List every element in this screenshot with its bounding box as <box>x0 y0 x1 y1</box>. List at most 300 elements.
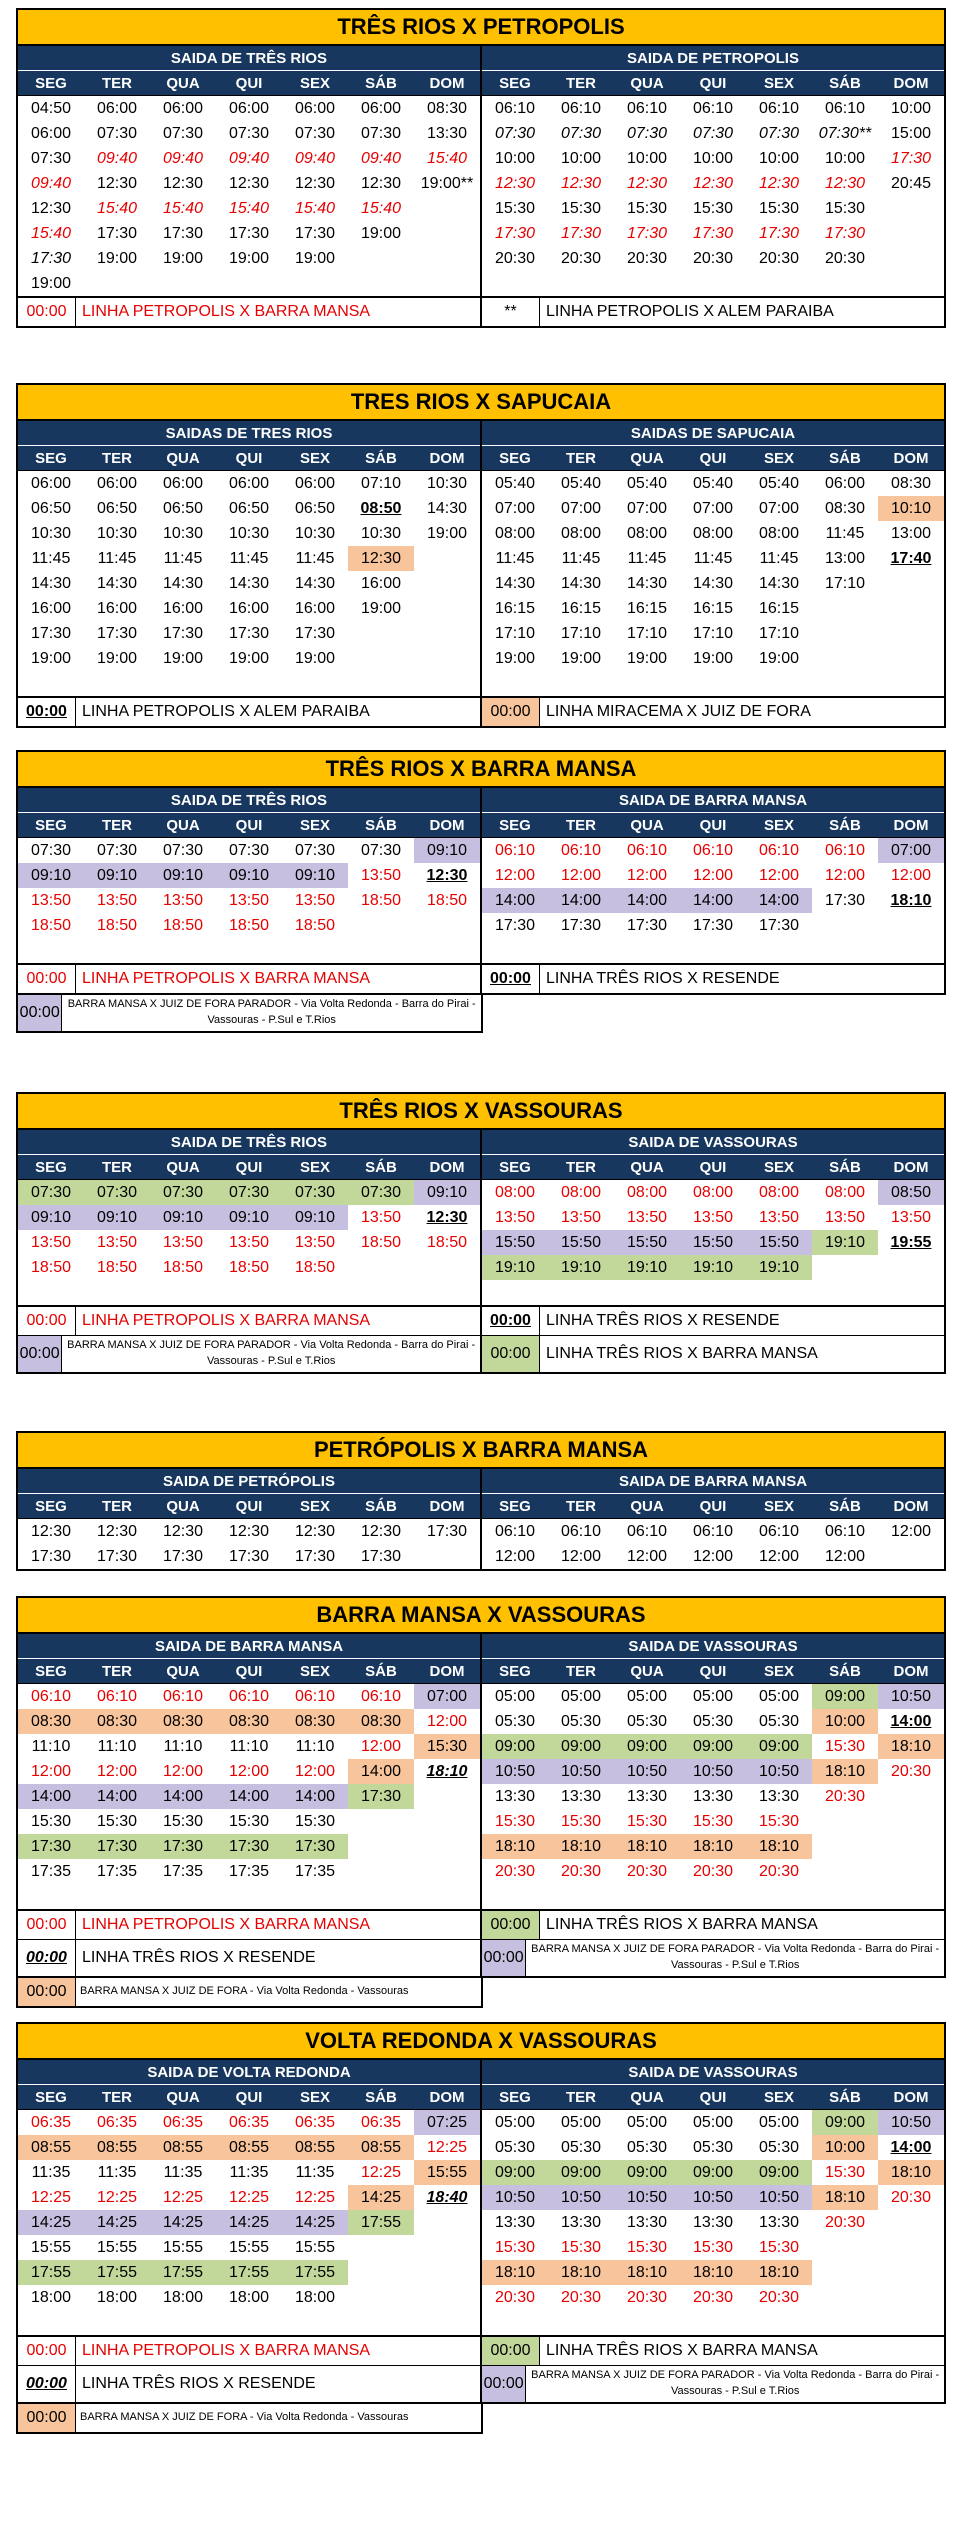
time-row <box>482 938 944 963</box>
time-cell: 07:30 <box>18 1180 84 1205</box>
time-cell: 17:30 <box>282 1834 348 1859</box>
time-cell <box>812 1859 878 1884</box>
time-cell: 12:25 <box>360 2163 402 2181</box>
time-cell: 15:40 <box>228 199 270 217</box>
time-cell: 05:30 <box>494 2138 536 2156</box>
time-row <box>482 863 944 888</box>
time-grid <box>482 838 944 963</box>
legend-item <box>18 298 480 326</box>
time-cell: 19:00 <box>96 649 138 667</box>
time-row <box>18 838 480 863</box>
time-cell: 08:00 <box>494 1183 536 1201</box>
time-cell: 16:00 <box>30 599 72 617</box>
time-cell: 20:30 <box>758 2288 800 2306</box>
time-cell: 14:25 <box>282 2210 348 2235</box>
time-cell: 09:10 <box>18 1205 84 1230</box>
time-cell: 05:40 <box>758 474 800 492</box>
time-cell <box>18 2310 84 2335</box>
time-cell: 16:00 <box>294 599 336 617</box>
time-cell <box>216 1280 282 1305</box>
time-cell <box>878 671 944 696</box>
table-title: TRÊS RIOS X PETROPOLIS <box>18 10 944 46</box>
right-section <box>480 46 944 296</box>
time-cell <box>614 671 680 696</box>
legend-code: 00:00 <box>482 965 540 993</box>
time-cell: 09:40 <box>162 149 204 167</box>
time-cell <box>348 1884 414 1909</box>
time-cell: 13:50 <box>758 1208 800 1226</box>
day-header: DOM <box>893 1662 929 1680</box>
day-header: SEG <box>35 74 67 92</box>
time-cell: 06:10 <box>692 1522 734 1540</box>
time-cell: 05:00 <box>626 2113 668 2131</box>
time-cell: 19:00 <box>560 649 602 667</box>
time-cell: 15:50 <box>614 1230 680 1255</box>
time-cell: 11:45 <box>97 549 137 567</box>
time-cell: 07:00 <box>878 838 944 863</box>
time-cell: 13:50 <box>228 1233 270 1251</box>
time-cell: 10:50 <box>680 1759 746 1784</box>
time-cell: 12:00 <box>692 866 734 884</box>
day-header: SÁB <box>365 449 397 467</box>
time-row <box>18 121 480 146</box>
time-cell: 06:00 <box>96 99 138 117</box>
time-row <box>18 496 480 521</box>
day-header: TER <box>566 449 596 467</box>
time-cell: 13:30 <box>560 1787 602 1805</box>
right-section <box>480 788 944 963</box>
time-cell: 20:30 <box>494 2288 536 2306</box>
time-cell: 12:30 <box>96 1522 138 1540</box>
time-cell: 06:10 <box>758 99 800 117</box>
time-cell: 18:10 <box>482 1834 548 1859</box>
time-cell: 14:00 <box>18 1784 84 1809</box>
time-cell: 15:30 <box>494 1812 536 1830</box>
time-cell: 12:30 <box>348 546 414 571</box>
time-cell: 13:50 <box>162 1233 204 1251</box>
time-cell: 06:10 <box>162 1687 204 1705</box>
time-cell <box>878 1255 944 1280</box>
time-cell: 12:00 <box>890 1522 932 1540</box>
time-cell: 05:40 <box>692 474 734 492</box>
day-header-row <box>18 2085 480 2110</box>
time-row <box>18 913 480 938</box>
time-cell: 08:00 <box>560 1183 602 1201</box>
time-cell: 07:30 <box>360 124 402 142</box>
time-cell: 18:10 <box>614 2260 680 2285</box>
time-cell <box>348 1834 414 1859</box>
time-cell <box>878 246 944 271</box>
time-cell: 15:30 <box>758 2238 800 2256</box>
time-cell: 17:30 <box>824 224 866 242</box>
legend-code: 00:00 <box>18 298 76 326</box>
time-cell: 18:50 <box>360 891 402 909</box>
time-cell: 09:00 <box>482 2160 548 2185</box>
time-cell: 10:00 <box>626 149 668 167</box>
time-cell: 12:00 <box>692 1547 734 1565</box>
time-cell <box>348 1280 414 1305</box>
time-row <box>18 146 480 171</box>
time-cell <box>878 646 944 671</box>
time-cell <box>746 2310 812 2335</box>
time-cell: 10:50 <box>614 2185 680 2210</box>
time-cell: 08:55 <box>150 2135 216 2160</box>
time-cell: 06:10 <box>494 841 536 859</box>
time-cell: 14:00 <box>150 1784 216 1809</box>
time-cell: 09:00 <box>680 1734 746 1759</box>
time-cell: 06:35 <box>360 2113 402 2131</box>
time-row <box>482 1684 944 1709</box>
day-header-row <box>18 813 480 838</box>
time-cell: 12:30 <box>426 866 468 884</box>
day-header: QUA <box>166 449 200 467</box>
day-header-row <box>482 1494 944 1519</box>
time-cell: 19:00 <box>294 249 336 267</box>
time-cell: 05:30 <box>626 1712 668 1730</box>
time-row <box>482 2160 944 2185</box>
legend-row <box>18 1909 944 1939</box>
legend-text: LINHA PETROPOLIS X BARRA MANSA <box>82 970 371 987</box>
time-row <box>18 1230 480 1255</box>
time-cell: 08:50 <box>360 499 402 517</box>
time-cell: 20:30 <box>824 2213 866 2231</box>
time-cell: 18:10 <box>890 891 932 909</box>
time-cell: 08:55 <box>216 2135 282 2160</box>
time-cell: 14:30 <box>228 574 270 592</box>
day-header: SÁB <box>829 2088 861 2106</box>
time-cell <box>84 271 150 296</box>
time-row <box>18 1734 480 1759</box>
time-cell <box>878 1809 944 1834</box>
time-cell: 18:10 <box>878 2160 944 2185</box>
section-header: SAIDA DE BARRA MANSA <box>482 788 944 813</box>
time-cell: 07:30 <box>30 149 72 167</box>
time-cell: 13:50 <box>96 1233 138 1251</box>
time-cell: 06:10 <box>30 1687 72 1705</box>
time-cell: 15:55 <box>162 2238 204 2256</box>
time-row <box>482 1180 944 1205</box>
time-cell: 14:30 <box>162 574 204 592</box>
legend-item <box>480 1336 944 1372</box>
time-cell: 18:50 <box>162 1258 204 1276</box>
time-cell <box>414 546 480 571</box>
time-cell: 17:30 <box>294 624 336 642</box>
time-cell: 17:30 <box>30 1547 72 1565</box>
time-cell: 14:25 <box>348 2185 414 2210</box>
section-header: SAIDA DE VOLTA REDONDA <box>18 2060 480 2085</box>
time-cell: 09:10 <box>282 863 348 888</box>
time-cell: 17:30 <box>758 916 800 934</box>
time-cell <box>878 2260 944 2285</box>
time-cell: 20:30 <box>758 249 800 267</box>
time-cell: 06:00 <box>30 474 72 492</box>
legend-item <box>480 698 944 726</box>
time-cell: 06:10 <box>824 841 866 859</box>
time-cell: 13:50 <box>824 1208 866 1226</box>
time-cell: 14:30 <box>30 574 72 592</box>
day-header: QUI <box>235 1662 263 1680</box>
time-cell: 05:30 <box>494 1712 536 1730</box>
time-row <box>18 1884 480 1909</box>
time-cell <box>482 1884 548 1909</box>
table-title: PETRÓPOLIS X BARRA MANSA <box>18 1433 944 1469</box>
time-cell: 17:35 <box>30 1862 72 1880</box>
time-cell <box>680 938 746 963</box>
time-cell: 18:50 <box>96 1258 138 1276</box>
time-cell: 10:50 <box>548 2185 614 2210</box>
time-cell <box>414 1859 480 1884</box>
time-cell: 11:45 <box>229 549 269 567</box>
time-cell: 15:30 <box>494 2238 536 2256</box>
time-cell: 20:30 <box>824 1787 866 1805</box>
time-cell: 12:00 <box>626 866 668 884</box>
legend-text: LINHA PETROPOLIS X BARRA MANSA <box>82 2342 371 2359</box>
time-cell <box>812 1834 878 1859</box>
time-cell: 15:30 <box>758 199 800 217</box>
time-cell: 17:30 <box>96 224 138 242</box>
legend-code: 00:00 <box>18 1978 76 2006</box>
time-cell: 17:55 <box>18 2260 84 2285</box>
time-cell: 07:00 <box>494 499 536 517</box>
time-row <box>482 596 944 621</box>
day-header: SEX <box>299 816 330 834</box>
time-cell: 06:00 <box>162 474 204 492</box>
day-header: QUA <box>630 1497 664 1515</box>
section-header: SAIDA DE PETROPOLIS <box>482 46 944 71</box>
time-cell <box>18 1280 84 1305</box>
time-cell <box>348 271 414 296</box>
time-cell: 17:30 <box>228 624 270 642</box>
time-cell: 07:30 <box>228 841 270 859</box>
time-cell: 11:35 <box>31 2163 71 2181</box>
time-cell: 13:30 <box>426 124 468 142</box>
legend-text: BARRA MANSA X JUIZ DE FORA - Via Volta Redonda - Vassouras <box>80 1985 409 1998</box>
legend-code: 00:00 <box>18 1911 76 1939</box>
time-cell <box>414 2210 480 2235</box>
time-cell: 06:10 <box>560 99 602 117</box>
time-cell: 13:50 <box>30 1233 72 1251</box>
table-title: BARRA MANSA X VASSOURAS <box>18 1598 944 1634</box>
legend-code: 00:00 <box>482 698 540 726</box>
section-header: SAIDA DE BARRA MANSA <box>18 1634 480 1659</box>
time-row <box>482 171 944 196</box>
day-header: SÁB <box>365 1158 397 1176</box>
time-cell: 09:00 <box>746 1734 812 1759</box>
time-cell: 09:10 <box>150 1205 216 1230</box>
time-cell: 07:30 <box>162 124 204 142</box>
time-cell: 12:30 <box>560 174 602 192</box>
day-header: SEX <box>763 1158 794 1176</box>
schedule-halves <box>18 421 944 696</box>
time-row <box>482 121 944 146</box>
time-cell: 11:35 <box>229 2163 269 2181</box>
day-header: QUA <box>166 1158 200 1176</box>
time-cell: 14:00 <box>348 1759 414 1784</box>
time-cell: 06:10 <box>228 1687 270 1705</box>
time-cell: 09:10 <box>414 838 480 863</box>
time-cell <box>414 646 480 671</box>
time-cell: 20:30 <box>560 1862 602 1880</box>
time-cell: 17:55 <box>348 2210 414 2235</box>
time-cell: 19:00 <box>162 649 204 667</box>
time-cell: 05:00 <box>494 1687 536 1705</box>
time-cell: 07:30 <box>162 841 204 859</box>
time-cell <box>878 221 944 246</box>
section-header: SAIDA DE TRÊS RIOS <box>18 46 480 71</box>
time-cell: 09:10 <box>84 1205 150 1230</box>
time-cell: 12:25 <box>30 2188 72 2206</box>
time-cell: 13:50 <box>626 1208 668 1226</box>
time-row <box>18 2185 480 2210</box>
time-cell: 08:00 <box>560 524 602 542</box>
time-cell <box>414 2260 480 2285</box>
time-cell: 12:30 <box>294 1522 336 1540</box>
day-header: QUI <box>699 1662 727 1680</box>
time-cell: 12:30 <box>758 174 800 192</box>
legend-code: 00:00 <box>482 1940 526 1976</box>
time-cell: 07:30 <box>96 124 138 142</box>
time-cell: 18:50 <box>228 916 270 934</box>
time-cell: 05:40 <box>626 474 668 492</box>
time-cell <box>84 1884 150 1909</box>
time-cell: 13:50 <box>360 1208 402 1226</box>
time-cell <box>414 2310 480 2335</box>
time-cell <box>348 621 414 646</box>
time-cell: 17:30 <box>96 1547 138 1565</box>
time-cell <box>680 1280 746 1305</box>
time-cell: 06:10 <box>560 841 602 859</box>
time-cell: 06:00 <box>228 99 270 117</box>
legend-item <box>18 1911 480 1939</box>
time-cell <box>216 671 282 696</box>
time-cell: 08:30 <box>150 1709 216 1734</box>
time-cell: 06:10 <box>626 841 668 859</box>
time-cell: 17:30 <box>162 624 204 642</box>
time-cell: 14:30 <box>426 499 468 517</box>
day-header: QUA <box>630 2088 664 2106</box>
day-header: SEX <box>299 1497 330 1515</box>
day-header: DOM <box>893 1158 929 1176</box>
time-cell: 19:10 <box>746 1255 812 1280</box>
time-cell: 12:00 <box>426 1712 468 1730</box>
time-cell: 13:30 <box>626 2213 668 2231</box>
time-grid <box>482 471 944 696</box>
time-cell: 17:40 <box>890 549 932 567</box>
time-cell: 16:15 <box>692 599 734 617</box>
time-cell: 17:30 <box>30 249 72 267</box>
time-cell: 06:35 <box>30 2113 72 2131</box>
time-cell <box>414 1255 480 1280</box>
time-cell: 08:30 <box>348 1709 414 1734</box>
time-row <box>18 246 480 271</box>
left-section <box>18 1130 480 1305</box>
time-cell: 12:30 <box>360 1522 402 1540</box>
time-cell: 18:10 <box>878 1734 944 1759</box>
time-cell: 13:50 <box>96 891 138 909</box>
time-cell: 18:10 <box>426 1762 468 1780</box>
time-cell: 13:00 <box>890 524 932 542</box>
time-cell: 10:30 <box>30 524 72 542</box>
time-cell <box>812 1280 878 1305</box>
time-cell: 14:25 <box>18 2210 84 2235</box>
time-cell: 09:40 <box>294 149 336 167</box>
time-cell: 15:30 <box>228 1812 270 1830</box>
time-cell: 13:30 <box>494 1787 536 1805</box>
time-cell: 10:00 <box>758 149 800 167</box>
legend-item <box>480 2337 944 2365</box>
section-header: SAIDA DE PETRÓPOLIS <box>18 1469 480 1494</box>
time-cell: 13:00 <box>824 549 866 567</box>
time-cell: 11:10 <box>31 1737 71 1755</box>
time-cell: 17:35 <box>294 1862 336 1880</box>
time-cell: 07:30 <box>294 124 336 142</box>
legend-item <box>480 298 944 326</box>
time-cell: 07:30 <box>228 124 270 142</box>
day-header: QUI <box>699 74 727 92</box>
time-cell: 13:50 <box>560 1208 602 1226</box>
time-cell: 19:00 <box>426 524 468 542</box>
section-header: SAIDA DE VASSOURAS <box>482 1130 944 1155</box>
time-cell: 11:45 <box>495 549 535 567</box>
time-row <box>18 596 480 621</box>
time-cell <box>878 1280 944 1305</box>
legend-code: ** <box>482 298 540 326</box>
time-cell: 17:30 <box>162 1547 204 1565</box>
time-cell: 15:00 <box>890 124 932 142</box>
day-header: DOM <box>429 74 465 92</box>
time-cell: 15:40 <box>294 199 336 217</box>
day-header: SEG <box>35 1497 67 1515</box>
time-cell <box>414 596 480 621</box>
schedule-table-volta-redonda-vassouras <box>16 2022 946 2404</box>
day-header: QUI <box>235 1158 263 1176</box>
section-header: SAIDA DE VASSOURAS <box>482 1634 944 1659</box>
time-cell: 19:00 <box>360 224 402 242</box>
time-cell: 12:00 <box>758 1547 800 1565</box>
time-row <box>482 2210 944 2235</box>
time-cell <box>812 2310 878 2335</box>
time-cell: 19:00 <box>228 649 270 667</box>
day-header: SEG <box>35 1662 67 1680</box>
time-cell: 07:30 <box>560 124 602 142</box>
time-cell: 13:30 <box>758 2213 800 2231</box>
time-cell <box>216 938 282 963</box>
time-row <box>18 2210 480 2235</box>
day-header: SÁB <box>829 816 861 834</box>
time-cell: 11:35 <box>97 2163 137 2181</box>
time-cell: 19:00 <box>360 599 402 617</box>
time-cell: 08:00 <box>758 1183 800 1201</box>
day-header: QUA <box>630 1662 664 1680</box>
time-row <box>482 196 944 221</box>
time-cell <box>878 913 944 938</box>
time-cell: 06:50 <box>294 499 336 517</box>
legend-text: LINHA PETROPOLIS X BARRA MANSA <box>82 1312 371 1329</box>
time-cell <box>348 1255 414 1280</box>
time-cell: 12:30 <box>426 1208 468 1226</box>
time-cell: 15:50 <box>746 1230 812 1255</box>
legend-item <box>480 965 944 993</box>
time-cell <box>878 2210 944 2235</box>
day-header: SEG <box>35 449 67 467</box>
day-header: QUI <box>699 1497 727 1515</box>
time-cell: 13:50 <box>294 1233 336 1251</box>
time-cell: 15:30 <box>30 1812 72 1830</box>
time-cell: 14:00 <box>890 2138 932 2156</box>
time-cell: 06:10 <box>692 841 734 859</box>
section-header: SAIDA DE TRÊS RIOS <box>18 1130 480 1155</box>
time-cell: 10:50 <box>482 2185 548 2210</box>
